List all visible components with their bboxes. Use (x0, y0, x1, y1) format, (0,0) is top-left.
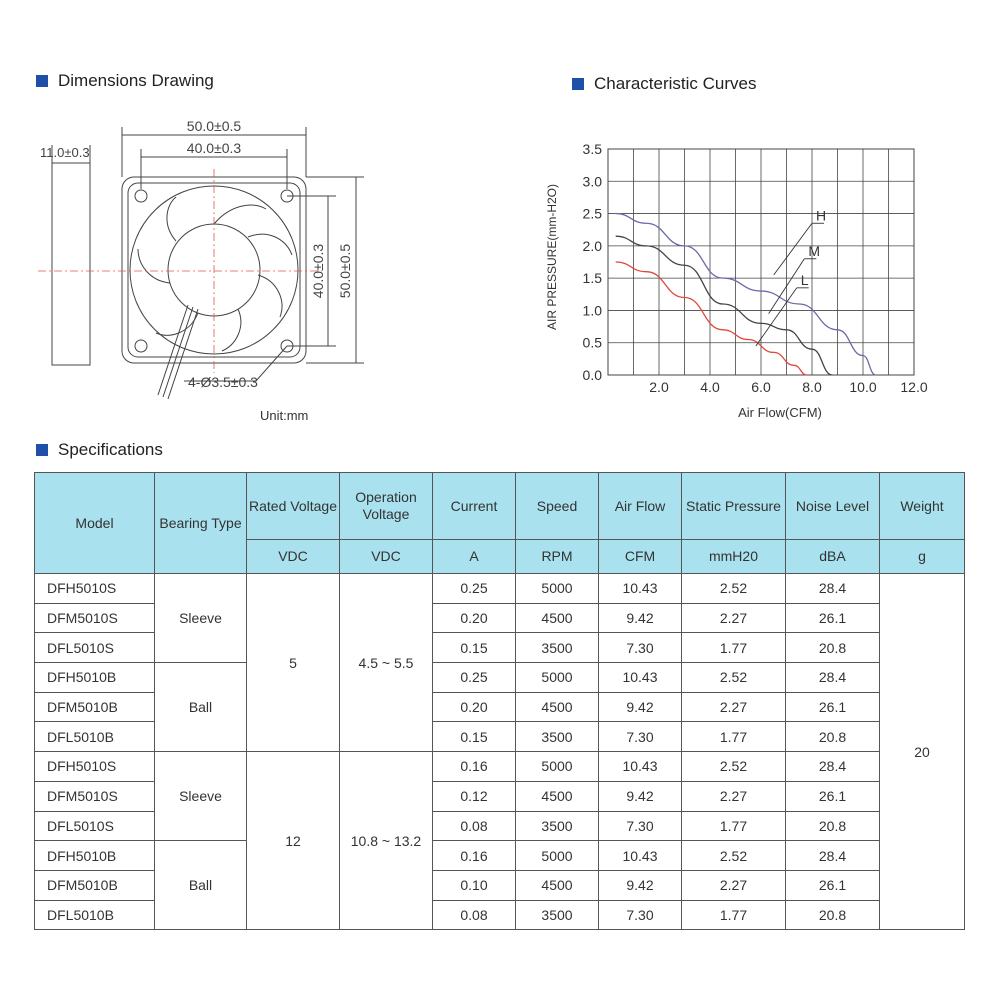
header-weight: Weight (880, 473, 965, 540)
bearing-cell: Ball (155, 663, 247, 752)
model-cell: DFH5010S (35, 752, 155, 782)
speed-cell: 5000 (516, 752, 599, 782)
static-pressure-cell: 2.27 (682, 781, 786, 811)
unit-weight: g (880, 540, 965, 574)
static-pressure-cell: 1.77 (682, 811, 786, 841)
noise-level-cell: 28.4 (786, 574, 880, 604)
noise-level-cell: 20.8 (786, 722, 880, 752)
air-flow-cell: 7.30 (599, 900, 682, 930)
x-tick-label: 12.0 (900, 379, 928, 395)
operation-voltage-cell: 4.5 ~ 5.5 (340, 574, 433, 752)
static-pressure-cell: 2.52 (682, 574, 786, 604)
current-cell: 0.15 (433, 722, 516, 752)
model-cell: DFH5010B (35, 663, 155, 693)
square-bullet-icon (36, 444, 48, 456)
speed-cell: 4500 (516, 692, 599, 722)
static-pressure-cell: 2.52 (682, 841, 786, 871)
static-pressure-cell: 2.52 (682, 752, 786, 782)
weight-cell: 20 (880, 574, 965, 930)
y-tick-label: 1.5 (582, 270, 602, 287)
series-leader-l (756, 288, 797, 346)
noise-level-cell: 28.4 (786, 752, 880, 782)
x-tick-label: 4.0 (700, 379, 720, 395)
y-tick-label: 0.0 (582, 367, 602, 383)
series-leader-h (774, 223, 812, 275)
outer-width-label: 50.0±0.5 (186, 118, 242, 134)
model-cell: DFH5010S (35, 574, 155, 604)
header-row (35, 473, 965, 540)
hole-spacing-width-label: 40.0±0.3 (186, 140, 242, 156)
y-tick-label: 1.0 (582, 302, 602, 319)
header-speed: Speed (516, 473, 599, 540)
air-flow-cell: 10.43 (599, 663, 682, 693)
air-flow-cell: 9.42 (599, 603, 682, 633)
unit-rated-voltage: VDC (247, 540, 340, 574)
series-label-m: M (808, 242, 821, 259)
unit-noise-level: dBA (786, 540, 880, 574)
noise-level-cell: 26.1 (786, 870, 880, 900)
header-current: Current (433, 473, 516, 540)
table-row (35, 841, 965, 871)
air-flow-cell: 9.42 (599, 870, 682, 900)
series-line-l (616, 262, 807, 375)
noise-level-cell: 28.4 (786, 663, 880, 693)
current-cell: 0.08 (433, 811, 516, 841)
current-cell: 0.20 (433, 603, 516, 633)
noise-level-cell: 28.4 (786, 841, 880, 871)
current-cell: 0.25 (433, 663, 516, 693)
specs-heading-text: Specifications (58, 440, 163, 459)
y-tick-label: 2.5 (582, 205, 602, 222)
noise-level-cell: 26.1 (786, 692, 880, 722)
speed-cell: 3500 (516, 722, 599, 752)
model-cell: DFH5010B (35, 841, 155, 871)
header-static-pressure: Static Pressure (682, 473, 786, 540)
unit-current: A (433, 540, 516, 574)
air-flow-cell: 7.30 (599, 811, 682, 841)
current-cell: 0.20 (433, 692, 516, 722)
static-pressure-cell: 2.52 (682, 663, 786, 693)
static-pressure-cell: 1.77 (682, 900, 786, 930)
model-cell: DFL5010S (35, 811, 155, 841)
noise-level-cell: 20.8 (786, 633, 880, 663)
x-tick-label: 6.0 (751, 379, 771, 395)
model-cell: DFM5010B (35, 870, 155, 900)
model-cell: DFM5010S (35, 603, 155, 633)
unit-label: Unit:mm (260, 408, 309, 423)
noise-level-cell: 20.8 (786, 900, 880, 930)
static-pressure-cell: 1.77 (682, 633, 786, 663)
x-axis-label: Air Flow(CFM) (738, 405, 822, 420)
hole-spacing-height-label: 40.0±0.3 (310, 243, 326, 299)
speed-cell: 3500 (516, 811, 599, 841)
characteristic-curves-chart (540, 105, 960, 430)
table-row (35, 663, 965, 693)
bearing-cell: Sleeve (155, 752, 247, 841)
noise-level-cell: 26.1 (786, 781, 880, 811)
dimensions-heading-text: Dimensions Drawing (58, 71, 214, 90)
dimensions-drawing (30, 105, 410, 435)
outer-height-label: 50.0±0.5 (337, 243, 353, 299)
square-bullet-icon (36, 75, 48, 87)
model-cell: DFM5010B (35, 692, 155, 722)
current-cell: 0.16 (433, 752, 516, 782)
unit-air-flow: CFM (599, 540, 682, 574)
x-tick-label: 10.0 (849, 379, 877, 395)
static-pressure-cell: 2.27 (682, 603, 786, 633)
series-line-h (616, 214, 876, 375)
air-flow-cell: 9.42 (599, 692, 682, 722)
unit-speed: RPM (516, 540, 599, 574)
current-cell: 0.12 (433, 781, 516, 811)
air-flow-cell: 10.43 (599, 841, 682, 871)
header-operation-voltage: Operation Voltage (340, 473, 433, 540)
series-label-h: H (816, 207, 827, 224)
table-row (35, 752, 965, 782)
y-tick-label: 0.5 (582, 334, 602, 351)
operation-voltage-cell: 10.8 ~ 13.2 (340, 752, 433, 930)
curves-heading-text: Characteristic Curves (594, 74, 757, 93)
fan-blades (138, 197, 292, 351)
table-row (35, 574, 965, 604)
x-tick-label: 8.0 (802, 379, 822, 395)
bearing-cell: Ball (155, 841, 247, 930)
bearing-cell: Sleeve (155, 574, 247, 663)
fan-side-view (52, 163, 90, 365)
static-pressure-cell: 2.27 (682, 870, 786, 900)
model-cell: DFL5010S (35, 633, 155, 663)
unit-static-pressure: mmH20 (682, 540, 786, 574)
specs-heading (36, 440, 163, 460)
static-pressure-cell: 1.77 (682, 722, 786, 752)
square-bullet-icon (572, 78, 584, 90)
air-flow-cell: 10.43 (599, 574, 682, 604)
current-cell: 0.16 (433, 841, 516, 871)
curves-heading (572, 74, 757, 94)
thickness-label: 11.0±0.3 (40, 145, 90, 160)
current-cell: 0.08 (433, 900, 516, 930)
y-axis-label: AIR PRESSURE(mm-H2O) (545, 183, 559, 331)
air-flow-cell: 7.30 (599, 633, 682, 663)
header-air-flow: Air Flow (599, 473, 682, 540)
rated-voltage-cell: 5 (247, 574, 340, 752)
current-cell: 0.10 (433, 870, 516, 900)
current-cell: 0.25 (433, 574, 516, 604)
speed-cell: 4500 (516, 870, 599, 900)
holes-label: 4-Ø3.5±0.3 (188, 374, 258, 390)
header-rated-voltage: Rated Voltage (247, 473, 340, 540)
model-cell: DFL5010B (35, 722, 155, 752)
air-flow-cell: 10.43 (599, 752, 682, 782)
noise-level-cell: 20.8 (786, 811, 880, 841)
header-model: Model (35, 473, 155, 574)
noise-level-cell: 26.1 (786, 603, 880, 633)
speed-cell: 3500 (516, 900, 599, 930)
speed-cell: 5000 (516, 663, 599, 693)
chart-grid (608, 149, 914, 375)
air-flow-cell: 7.30 (599, 722, 682, 752)
header-bearing: Bearing Type (155, 473, 247, 574)
specifications-table (34, 472, 965, 930)
model-cell: DFL5010B (35, 900, 155, 930)
chart-series (616, 214, 876, 375)
model-cell: DFM5010S (35, 781, 155, 811)
series-label-l: L (800, 271, 809, 288)
current-cell: 0.15 (433, 633, 516, 663)
speed-cell: 3500 (516, 633, 599, 663)
speed-cell: 5000 (516, 841, 599, 871)
unit-operation-voltage: VDC (340, 540, 433, 574)
air-flow-cell: 9.42 (599, 781, 682, 811)
speed-cell: 4500 (516, 603, 599, 633)
x-tick-labels (649, 379, 928, 395)
speed-cell: 5000 (516, 574, 599, 604)
static-pressure-cell: 2.27 (682, 692, 786, 722)
series-labels (756, 207, 826, 346)
y-tick-label: 3.5 (582, 141, 602, 157)
x-tick-label: 2.0 (649, 379, 669, 395)
header-noise-level: Noise Level (786, 473, 880, 540)
y-tick-label: 3.0 (582, 173, 602, 190)
y-tick-labels (583, 141, 603, 383)
series-line-m (616, 236, 833, 375)
speed-cell: 4500 (516, 781, 599, 811)
y-tick-label: 2.0 (582, 237, 602, 254)
dimensions-heading (36, 71, 214, 91)
rated-voltage-cell: 12 (247, 752, 340, 930)
